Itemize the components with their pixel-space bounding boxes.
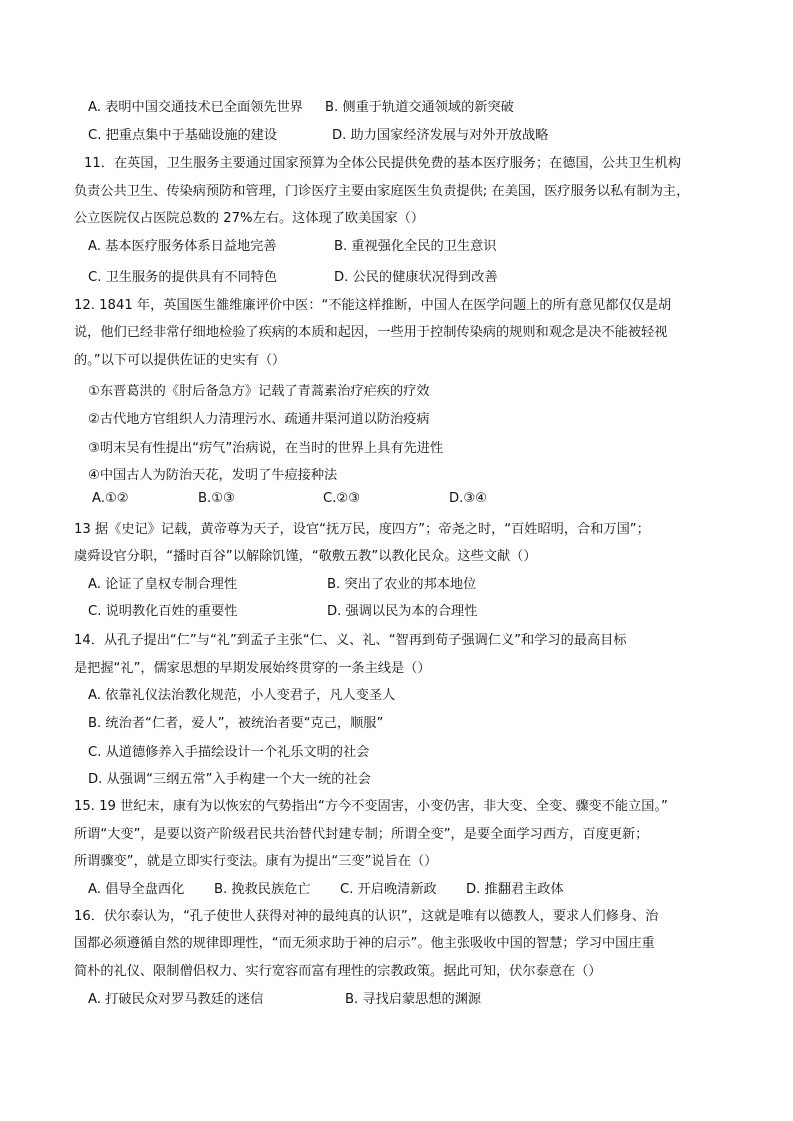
q12-item-3: ③明末吴有性提出“疠气”治病说，在当时的世界上具有先进性 xyxy=(88,441,444,456)
q12-item-4: ④中国古人为防治天花，发明了牛痘接种法 xyxy=(88,468,338,483)
q15-option-d: D. 推翻君主政体 xyxy=(466,882,564,897)
q16-stem-line-1: 16．伏尔泰认为，“孔子使世人获得对神的最纯真的认识”，这就是唯有以德教人，要求人们修身、治 xyxy=(74,909,659,924)
q11-stem-line-2: 负责公共卫生、传染病预防和管理，门诊医疗主要由家庭医生负责提供; 在美国，医疗服务以私有制为主， xyxy=(74,184,690,199)
q15-option-b: B. 挽救民族危亡 xyxy=(214,882,311,897)
q16-stem-line-2: 国都必须遵循自然的规律即理性，“而无须求助于神的启示”。他主张吸收中国的智慧；学习中国庄重 xyxy=(74,936,655,951)
q13-stem-line-2: 虞舜设官分职，“播时百谷”以解除饥馑，“敬敷五教”以教化民众。这些文献（） xyxy=(74,549,537,564)
q12-stem-line-2: 说，他们已经非常仔细地检验了疾病的本质和起因，一些用于控制传染病的规则和观念是决不能被轻视 xyxy=(74,325,668,340)
q12-option-c: C.②③ xyxy=(323,491,361,506)
q10-option-a: A. 表明中国交通技术已全面领先世界 xyxy=(88,100,303,115)
q15-stem-line-2: 所谓“大变”，是要以资产阶级君民共治替代封建专制；所谓全变”，是要全面学习西方，百度更新； xyxy=(74,827,649,842)
q16-option-b: B. 寻找启蒙思想的渊源 xyxy=(345,992,482,1007)
q11-option-c: C. 卫生服务的提供具有不同特色 xyxy=(88,270,278,285)
q10-option-b: B. 侧重于轨道交通领域的新突破 xyxy=(325,100,514,115)
q14-option-b: B. 统治者“仁者，爱人”，被统治者要“克己，顺服” xyxy=(88,716,384,731)
q15-stem-line-3: 所谓骤变”，就是立即实行变法。康有为提出“三变”说旨在（） xyxy=(74,854,438,869)
q14-option-d: D. 从强调“三纲五常”入手构建一个大一统的社会 xyxy=(88,772,371,787)
q16-stem-line-3: 简朴的礼仪、限制僧侣权力、实行宽容而富有理性的宗教政策。据此可知，伏尔泰意在（） xyxy=(74,964,602,979)
q11-option-b: B. 重视强化全民的卫生意识 xyxy=(334,239,497,254)
q12-option-a: A.①② xyxy=(92,491,129,506)
q11-option-a: A. 基本医疗服务体系日益地完善 xyxy=(88,239,277,254)
q14-option-a: A. 依靠礼仪法治教化规范，小人变君子，凡人变圣人 xyxy=(88,688,396,703)
q13-option-a: A. 论证了皇权专制合理性 xyxy=(88,577,238,592)
q10-option-d: D. 助力国家经济发展与对外开放战略 xyxy=(332,128,549,143)
q12-option-b: B.①③ xyxy=(198,491,235,506)
q12-item-1: ①东晋葛洪的《肘后备急方》记载了青蒿素治疗疟疾的疗效 xyxy=(88,384,430,399)
q14-stem-line-1: 14．从孔子提出“仁”与“礼”到孟子主张“仁、义、礼、“智再到荀子强调仁义”和学习的最高目标 xyxy=(74,633,627,648)
q13-option-d: D. 强调以民为本的合理性 xyxy=(327,604,478,619)
q12-stem-line-1: 12. 1841 年，英国医生雒维廉评价中医：“不能这样推断，中国人在医学问题上的所有意见都仅仅是胡 xyxy=(74,298,672,313)
q11-stem-line-1: 11．在英国，卫生服务主要通过国家预算为全体公民提供免费的基本医疗服务；在德国，公共卫生机构 xyxy=(84,156,682,171)
q15-option-c: C. 开启晚清新政 xyxy=(340,882,437,897)
q16-option-a: A. 打破民众对罗马教廷的迷信 xyxy=(88,992,264,1007)
q12-option-d: D.③④ xyxy=(449,491,487,506)
q13-stem-line-1: 13 据《史记》记载，黄帝尊为天子，设官“抚万民，度四方”；帝尧之时，“百姓昭明，合和万国”； xyxy=(74,522,650,537)
q12-stem-line-3: 的。”以下可以提供佐证的史实有（） xyxy=(74,353,286,368)
q15-stem-line-1: 15. 19 世纪末，康有为以恢宏的气势指出“方今不变固害，小变仍害，非大变、全变、骤变不能立国。” xyxy=(74,799,668,814)
q14-stem-line-2: 是把握“礼”，儒家思想的早期发展始终贯穿的一条主线是（） xyxy=(74,661,431,676)
q13-option-b: B. 突出了农业的邦本地位 xyxy=(327,577,477,592)
q15-option-a: A. 倡导全盘西化 xyxy=(88,882,185,897)
q14-option-c: C. 从道德修养入手描绘设计一个礼乐文明的社会 xyxy=(88,745,370,760)
q12-item-2: ②古代地方官组织人力清理污水、疏通井渠河道以防治疫病 xyxy=(88,412,430,427)
q13-option-c: C. 说明教化百姓的重要性 xyxy=(88,604,238,619)
q11-stem-line-3: 公立医院仅占医院总数的 27%左右。这体现了欧美国家（） xyxy=(74,211,425,226)
q10-option-c: C. 把重点集中于基础设施的建设 xyxy=(88,128,278,143)
q11-option-d: D. 公民的健康状况得到改善 xyxy=(334,270,498,285)
